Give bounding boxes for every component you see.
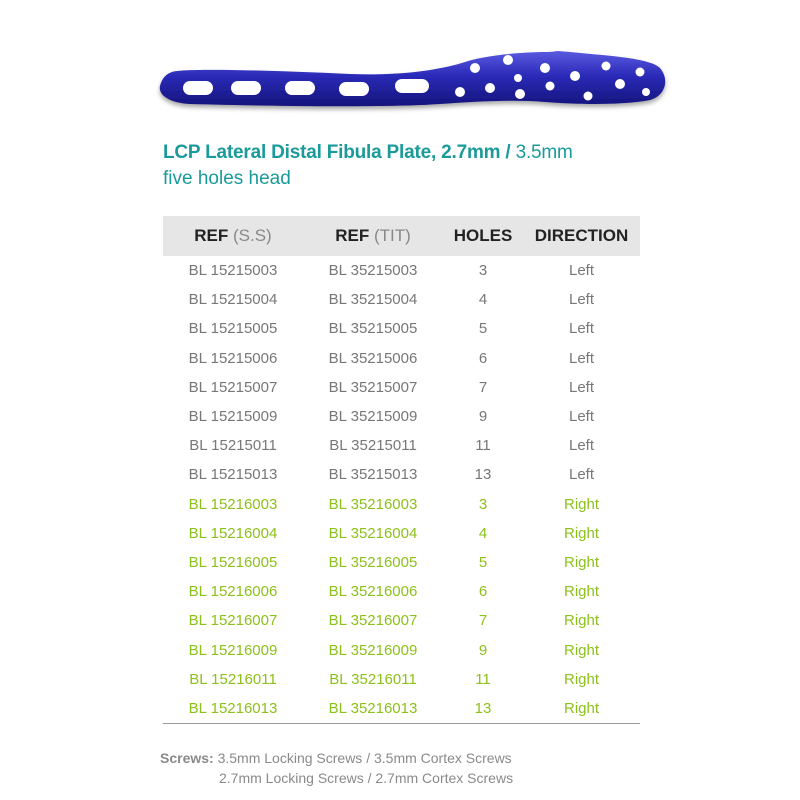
table-row [163,548,640,577]
table-row [163,373,640,402]
cell-holes: 11 [475,437,491,455]
cell-ref-ss: BL 15216006 [188,583,278,601]
header-ref-ss: REF (S.S) [194,226,272,245]
cell-direction: Left [568,408,595,426]
cell-ref-tit: BL 35216009 [328,641,418,659]
cell-holes: 7 [478,378,488,396]
cell-direction: Left [568,437,595,455]
cell-direction: Right [563,524,600,542]
cell-ref-ss: BL 15215005 [188,320,278,338]
cell-ref-tit: BL 35215005 [328,320,418,338]
cell-ref-tit: BL 35215006 [328,349,418,367]
cell-ref-tit: BL 35215013 [328,466,418,484]
cell-ref-ss: BL 15215004 [188,291,278,309]
cell-holes: 5 [478,553,488,571]
cell-direction: Right [563,495,600,513]
title-separator: / [500,142,516,163]
cell-direction: Right [563,612,600,630]
cell-ref-ss: BL 15216007 [188,612,278,630]
cell-holes: 11 [475,670,491,688]
table-row [163,519,640,548]
plate-image [150,10,670,120]
header-holes: HOLES [453,226,513,245]
table-row [163,256,640,285]
cell-ref-tit: BL 35216013 [303,694,443,723]
cell-ref-tit: BL 35216003 [328,495,418,513]
product-title-main: LCP Lateral Distal Fibula Plate, 2.7mm [163,142,501,163]
cell-direction: Right [563,583,600,601]
reference-table [163,216,640,724]
cell-holes: 13 [474,466,492,484]
cell-ref-ss: BL 15216004 [188,524,278,542]
table-row [163,694,640,723]
screws-line-1 [160,748,640,768]
cell-ref-tit: BL 35215007 [328,378,418,396]
table-row [163,402,640,431]
cell-ref-tit: BL 35215003 [328,262,418,280]
screws-label: Screws: [160,750,214,766]
cell-ref-ss: BL 15215006 [188,349,278,367]
cell-holes: 4 [478,291,488,309]
cell-ref-tit: BL 35216004 [328,524,418,542]
cell-holes: 4 [478,524,488,542]
cell-ref-ss: BL 15216009 [188,641,278,659]
screws-info [160,748,640,788]
cell-holes: 13 [443,694,523,723]
cell-ref-ss: BL 15216011 [189,670,277,688]
table-row [163,431,640,460]
cell-ref-tit: BL 35215011 [329,437,417,455]
cell-direction: Left [568,349,595,367]
cell-direction: Left [568,320,595,338]
cell-holes: 6 [478,583,488,601]
cell-ref-tit: BL 35216007 [328,612,418,630]
cell-direction: Right [563,670,600,688]
cell-ref-tit: BL 35215009 [328,408,418,426]
header-ref-tit: REF (TIT) [335,226,411,245]
cell-holes: 5 [478,320,488,338]
cell-holes: 9 [478,408,488,426]
cell-direction: Right [523,694,640,723]
cell-holes: 3 [478,495,488,513]
cell-ref-tit: BL 35216011 [329,670,417,688]
cell-ref-tit: BL 35216006 [328,583,418,601]
table-row [163,606,640,635]
cell-holes: 7 [478,612,488,630]
table-row [163,665,640,694]
table-row [163,314,640,343]
cell-ref-ss: BL 15215007 [188,378,278,396]
cell-ref-ss: BL 15216013 [163,694,303,723]
screws-text-1: 3.5mm Locking Screws / 3.5mm Cortex Screws [217,750,512,766]
cell-direction: Right [563,553,600,571]
cell-direction: Left [568,466,595,484]
table-row [163,635,640,664]
cell-ref-ss: BL 15216003 [188,495,278,513]
cell-ref-ss: BL 15215011 [189,437,277,455]
header-direction: DIRECTION [534,226,629,245]
cell-holes: 6 [478,349,488,367]
table-header-row [163,216,640,256]
cell-ref-ss: BL 15215009 [188,408,278,426]
product-title-block [163,140,643,192]
cell-direction: Left [568,262,595,280]
cell-ref-ss: BL 15216005 [188,553,278,571]
cell-ref-ss: BL 15215013 [188,466,278,484]
cell-holes: 3 [478,262,488,280]
product-title [163,140,643,166]
cell-direction: Left [568,291,595,309]
screws-line-2: 2.7mm Locking Screws / 2.7mm Cortex Screws [219,770,514,786]
cell-direction: Left [568,378,595,396]
cell-direction: Right [563,641,600,659]
table-row [163,490,640,519]
cell-ref-tit: BL 35215004 [328,291,418,309]
cell-ref-ss: BL 15215003 [188,262,278,280]
product-title-alt-size: 3.5mm [515,142,573,163]
product-subtitle: five holes head [163,168,291,189]
cell-ref-tit: BL 35216005 [328,553,418,571]
table-row [163,577,640,606]
table-row [163,460,640,489]
table-row [163,285,640,314]
table-row [163,344,640,373]
cell-holes: 9 [478,641,488,659]
